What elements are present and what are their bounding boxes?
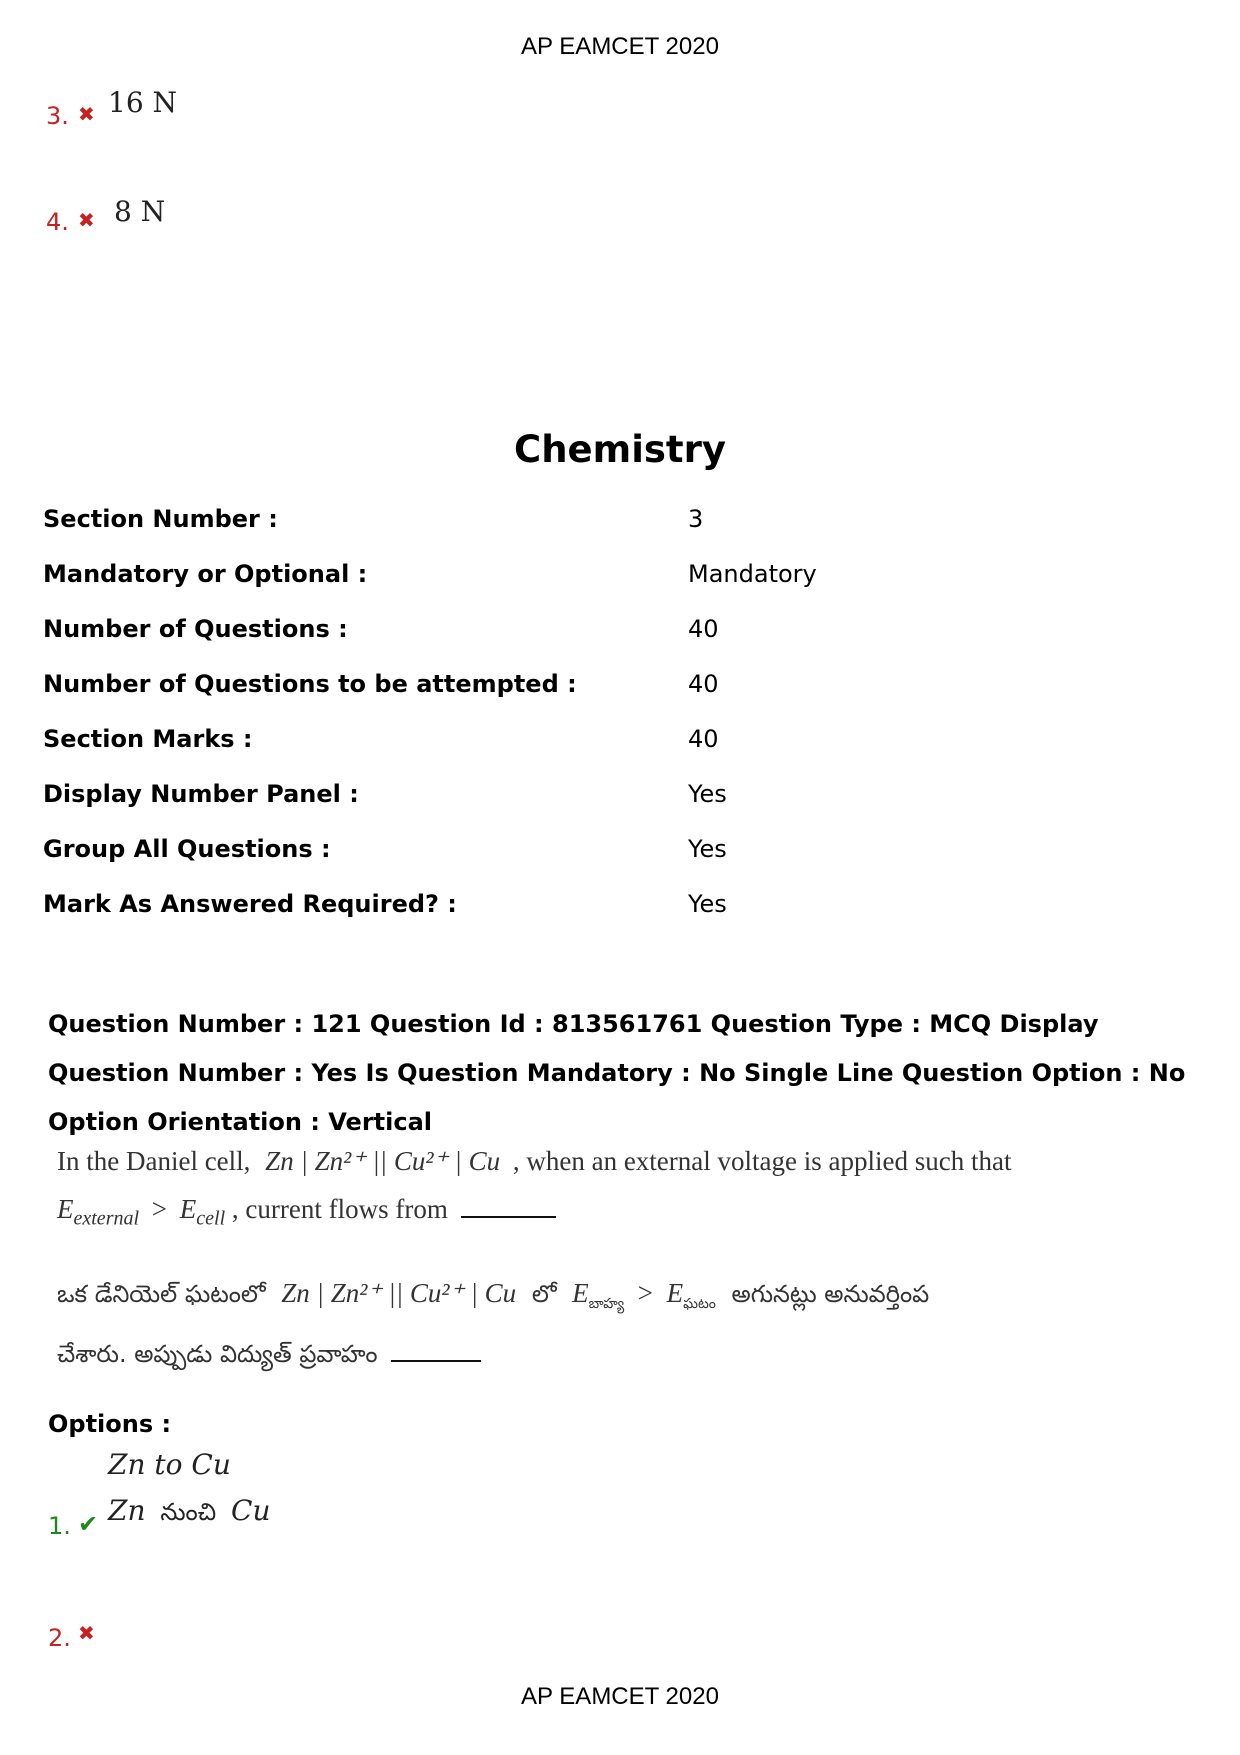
section-title: Chemistry — [514, 428, 726, 471]
option-number: 3. — [46, 102, 69, 130]
row-label: Mandatory or Optional : — [43, 560, 368, 588]
question-en-line2-suffix: , current flows from — [231, 1194, 448, 1224]
section-row — [43, 835, 1193, 875]
question-text-te-line1 — [57, 1278, 929, 1315]
wrong-icon: ✖ — [78, 208, 95, 232]
row-label: Section Number : — [43, 505, 278, 533]
section-row — [43, 505, 1193, 545]
section-row — [43, 670, 1193, 710]
row-label: Number of Questions : — [43, 615, 348, 643]
option-number: 2. — [48, 1624, 71, 1652]
row-value: Yes — [688, 890, 727, 918]
question-text-te-line2 — [57, 1340, 481, 1374]
e-cell-symbol: E — [179, 1194, 197, 1224]
e-external-symbol-te: E — [572, 1278, 589, 1308]
option-te-from: Zn — [108, 1494, 146, 1527]
correct-check-icon: ✔ — [78, 1510, 99, 1538]
question-en-prefix: In the Daniel cell, — [57, 1146, 251, 1176]
question-meta: Question Number : 121 Question Id : 813561761 Question Type : MCQ Display Question Number : Yes Is Question Mandatory : No Single Line Question Option : No Option Orientation : Vertical — [48, 1010, 1186, 1136]
e-cell-symbol-te: E — [666, 1278, 684, 1308]
row-value: 40 — [688, 725, 719, 753]
row-label: Group All Questions : — [43, 835, 331, 863]
question-te-suffix: అగునట్లు అనువర్తింప — [731, 1280, 930, 1308]
section-row — [43, 615, 1193, 655]
option-text-te — [108, 1494, 271, 1532]
greater-than-te: > — [637, 1278, 653, 1308]
option-number: 4. — [46, 208, 69, 236]
greater-than: > — [151, 1194, 168, 1224]
e-external-subscript-te: బాహ్య — [588, 1295, 625, 1312]
option-en-text: Zn to Cu — [108, 1448, 231, 1481]
row-label: Number of Questions to be attempted : — [43, 670, 577, 698]
option-text-en — [108, 1448, 231, 1481]
option-te-mid: నుంచి — [160, 1498, 217, 1526]
option-te-to: Cu — [231, 1494, 271, 1527]
options-label: Options : — [48, 1410, 172, 1438]
row-label: Mark As Answered Required? : — [43, 890, 457, 918]
row-label: Display Number Panel : — [43, 780, 359, 808]
question-te-mid: లో — [531, 1280, 557, 1308]
e-cell-subscript: cell — [196, 1207, 226, 1230]
option-text: 8 N — [114, 195, 166, 228]
option-text: 16 N — [108, 86, 178, 119]
row-value: 3 — [688, 505, 704, 533]
e-external-subscript: external — [73, 1207, 140, 1230]
answer-blank — [461, 1216, 556, 1218]
question-text-en-line2 — [57, 1194, 556, 1230]
row-value: Yes — [688, 835, 727, 863]
question-text-en-line1 — [57, 1146, 1011, 1177]
section-row — [43, 725, 1193, 765]
row-label: Section Marks : — [43, 725, 253, 753]
section-row — [43, 780, 1193, 820]
question-en-suffix: , when an external voltage is applied such that — [512, 1146, 1012, 1176]
section-row — [43, 560, 1193, 600]
question-te-prefix: ఒక డేనియెల్ ఘటంలో — [57, 1280, 266, 1308]
wrong-icon: ✖ — [78, 102, 95, 126]
row-value: Yes — [688, 780, 727, 808]
page-footer: AP EAMCET 2020 — [521, 1683, 719, 1710]
wrong-icon: ✖ — [78, 1621, 95, 1645]
row-value: 40 — [688, 615, 719, 643]
e-external-symbol: E — [57, 1194, 74, 1224]
answer-blank-te — [391, 1360, 481, 1362]
e-cell-subscript-te: ఘటం — [683, 1295, 716, 1312]
option-number: 1. — [48, 1512, 71, 1540]
row-value: 40 — [688, 670, 719, 698]
section-row — [43, 890, 1193, 930]
daniel-cell-notation-te: Zn | Zn²⁺ || Cu²⁺ | Cu — [281, 1278, 517, 1308]
question-te-line2: చేశారు. అప్పుడు విద్యుత్ ప్రవాహం — [57, 1340, 378, 1368]
daniel-cell-notation: Zn | Zn²⁺ || Cu²⁺ | Cu — [265, 1146, 501, 1176]
page-header: AP EAMCET 2020 — [521, 33, 719, 60]
row-value: Mandatory — [688, 560, 817, 588]
